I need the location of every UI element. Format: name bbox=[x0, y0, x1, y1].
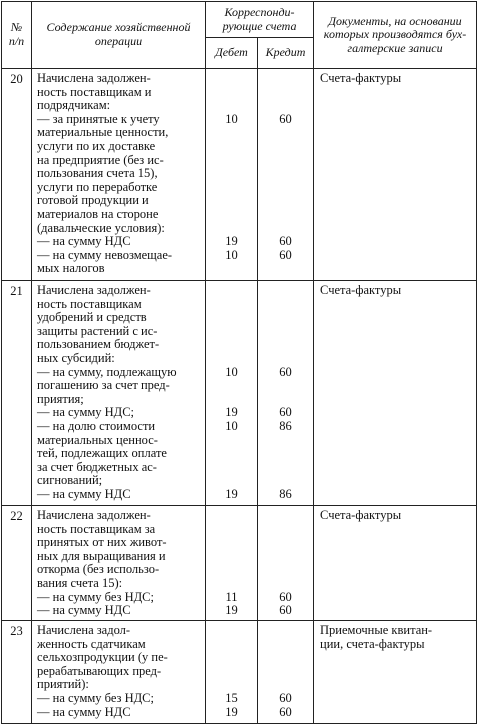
operation-line: ных для выращивания и bbox=[37, 548, 166, 563]
table-row bbox=[2, 506, 477, 621]
operation-line: Начислена задолжен- bbox=[37, 283, 151, 297]
row-number: 22 bbox=[2, 506, 32, 621]
operation-line: вания счета 15): bbox=[37, 575, 123, 590]
operation-line: на предприятие (без ис- bbox=[37, 152, 164, 167]
debit-account: 19 bbox=[225, 405, 238, 420]
row-number: 21 bbox=[2, 281, 32, 506]
debit-account: 10 bbox=[225, 111, 238, 126]
credit-account: 60 bbox=[279, 247, 292, 262]
debit-account: 19 bbox=[225, 234, 238, 249]
operation-line: — на сумму НДС bbox=[37, 234, 131, 249]
operation-line: тей, подлежащих оплате bbox=[37, 446, 167, 461]
operation-line: — на сумму без НДС; bbox=[37, 589, 154, 604]
credit-cell bbox=[258, 621, 314, 724]
operation-line: ных субсидий: bbox=[37, 350, 115, 365]
credit-account: 86 bbox=[279, 486, 292, 501]
header-documents: Документы, на основании которых производятся бух- галтерские записи bbox=[314, 2, 477, 69]
operation-line: мых налогов bbox=[37, 261, 105, 276]
credit-cell bbox=[258, 69, 314, 281]
operation-line: — на сумму без НДС; bbox=[37, 690, 154, 705]
table-row bbox=[2, 281, 477, 506]
credit-cell bbox=[258, 281, 314, 506]
operation-line: — на сумму НДС bbox=[37, 486, 131, 501]
operation-line: принятых от них живот- bbox=[37, 535, 167, 550]
operation-line: — на долю стоимости bbox=[37, 418, 156, 433]
operation-line: рерабатывающих пред- bbox=[37, 663, 162, 678]
operation-line: пользования счета 15), bbox=[37, 166, 158, 181]
operation-line: — на сумму НДС; bbox=[37, 405, 135, 420]
credit-cell bbox=[258, 506, 314, 621]
operation-line: погашению за счет пред- bbox=[37, 378, 170, 393]
operation-line: — за принятые к учету bbox=[37, 111, 160, 126]
operation-line: приятий): bbox=[37, 677, 89, 692]
operation-line: — на сумму, подлежащую bbox=[37, 364, 177, 379]
debit-account: 15 bbox=[225, 690, 238, 705]
debit-account: 10 bbox=[225, 247, 238, 262]
source-documents bbox=[314, 506, 477, 621]
debit-cell bbox=[206, 621, 258, 724]
credit-account: 60 bbox=[279, 111, 292, 126]
operation-description bbox=[32, 69, 206, 281]
operation-line: Начислена задол- bbox=[37, 623, 131, 637]
debit-account: 19 bbox=[225, 603, 238, 618]
operation-line: услуги по их доставке bbox=[37, 138, 156, 153]
credit-account: 60 bbox=[279, 690, 292, 705]
operation-line: материалов на стороне bbox=[37, 206, 159, 221]
credit-account: 60 bbox=[279, 589, 292, 604]
operation-line: Начислена задолжен- bbox=[37, 508, 151, 522]
header-debit: Дебет bbox=[206, 38, 258, 69]
table-body bbox=[2, 69, 477, 724]
document-line: Счета-фактуры bbox=[320, 71, 402, 85]
operation-line: сигнований; bbox=[37, 473, 103, 488]
source-documents bbox=[314, 621, 477, 724]
operation-line: материальных ценнос- bbox=[37, 432, 158, 447]
operation-line: ность поставщикам bbox=[37, 296, 142, 311]
source-documents bbox=[314, 69, 477, 281]
accounting-table bbox=[1, 1, 477, 724]
operation-description bbox=[32, 621, 206, 724]
operation-line: откорма (без использо- bbox=[37, 562, 160, 577]
operation-line: пользованием бюджет- bbox=[37, 337, 160, 352]
operation-line: удобрений и средств bbox=[37, 310, 147, 325]
operation-line: (давальческие условия): bbox=[37, 220, 165, 235]
debit-account: 11 bbox=[225, 589, 238, 604]
operation-line: Начислена задолжен- bbox=[37, 71, 151, 85]
debit-account: 10 bbox=[225, 418, 238, 433]
credit-account: 60 bbox=[279, 603, 292, 618]
operation-line: — на сумму невозмещае- bbox=[37, 247, 173, 262]
row-number: 23 bbox=[2, 621, 32, 724]
row-number: 20 bbox=[2, 69, 32, 281]
operation-description bbox=[32, 281, 206, 506]
operation-line: ность поставщикам и bbox=[37, 84, 152, 99]
operation-line: ность поставщикам за bbox=[37, 521, 156, 536]
debit-account: 19 bbox=[225, 704, 238, 719]
debit-cell bbox=[206, 69, 258, 281]
credit-account: 60 bbox=[279, 405, 292, 420]
credit-account: 60 bbox=[279, 704, 292, 719]
operation-line: защиты растений с ис- bbox=[37, 323, 158, 338]
document-line: Приемочные квитан- bbox=[320, 623, 433, 637]
debit-account: 10 bbox=[225, 364, 238, 379]
operation-line: женность сдатчикам bbox=[37, 636, 146, 651]
header-corresponding-accounts: Корреспонди- рующие счета bbox=[206, 2, 314, 38]
operation-line: услуги по переработке bbox=[37, 179, 158, 194]
operation-line: приятия; bbox=[37, 391, 84, 406]
table-row bbox=[2, 621, 477, 724]
document-line: Счета-фактуры bbox=[320, 283, 402, 297]
header-content: Содержание хозяйственной операции bbox=[32, 2, 206, 69]
credit-account: 60 bbox=[279, 234, 292, 249]
header-credit: Кредит bbox=[258, 38, 314, 69]
credit-account: 86 bbox=[279, 418, 292, 433]
document-line: ции, счета-фактуры bbox=[320, 636, 425, 651]
operation-line: сельхозпродукции (у пе- bbox=[37, 650, 168, 665]
operation-line: за счет бюджетных ас- bbox=[37, 459, 157, 474]
operation-line: подрядчикам: bbox=[37, 98, 111, 113]
debit-cell bbox=[206, 506, 258, 621]
operation-line: материальные ценности, bbox=[37, 125, 169, 140]
debit-cell bbox=[206, 281, 258, 506]
debit-account: 19 bbox=[225, 486, 238, 501]
operation-line: — на сумму НДС bbox=[37, 603, 131, 618]
source-documents bbox=[314, 281, 477, 506]
table-row bbox=[2, 69, 477, 281]
operation-description bbox=[32, 506, 206, 621]
header-number: № п/п bbox=[2, 2, 32, 69]
document-line: Счета-фактуры bbox=[320, 508, 402, 522]
operation-line: — на сумму НДС bbox=[37, 704, 131, 719]
operation-line: готовой продукции и bbox=[37, 193, 149, 208]
credit-account: 60 bbox=[279, 364, 292, 379]
